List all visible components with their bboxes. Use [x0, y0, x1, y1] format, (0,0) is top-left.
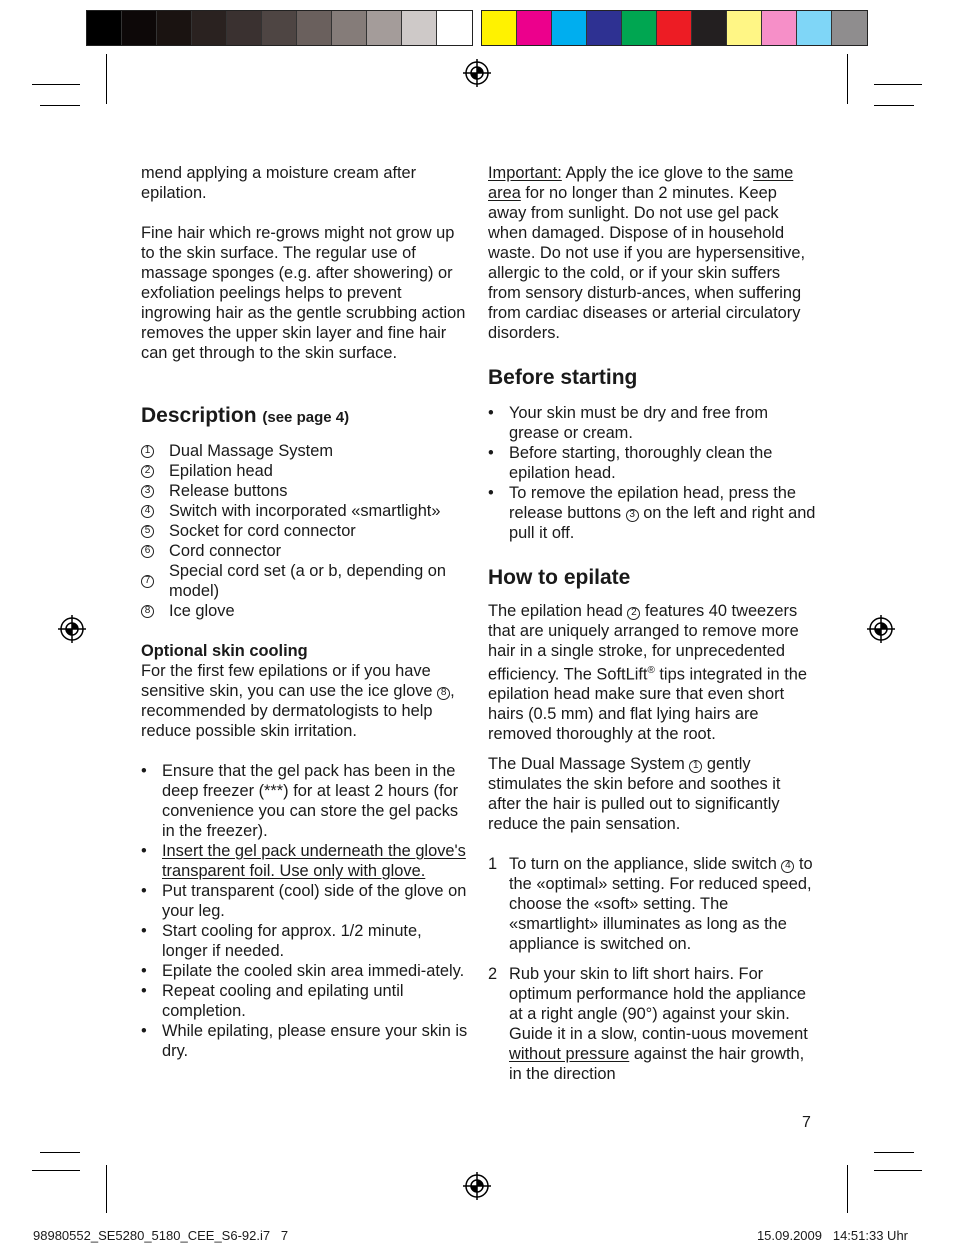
color-swatch: [727, 11, 762, 45]
part-label: Epilation head: [169, 462, 273, 480]
part-item: [141, 521, 471, 541]
paragraph-epilation-head: The epilation head 2 features 40 tweezers that are uniquely arranged to remove more hair in a single stroke, for unprecedented efficiency. The SoftLift® tips integrated in the epilation head make sure that even short hairs (0.5 mm) and flat lying hairs are removed thoroughly at the root.: [488, 602, 807, 744]
part-label: Special cord set (a or b, depending on model): [169, 562, 447, 600]
crop-mark: [40, 105, 80, 106]
color-swatch: [367, 11, 402, 45]
part-number-8: 8: [141, 605, 154, 618]
part-number-2: 2: [627, 607, 640, 620]
color-swatch: [437, 11, 472, 45]
part-item: [141, 501, 471, 521]
color-swatch: [587, 11, 622, 45]
color-swatch: [402, 11, 437, 45]
part-label: Switch with incorporated «smartlight»: [169, 502, 441, 520]
part-item: [141, 601, 471, 621]
part-number-6: 6: [141, 545, 154, 558]
part-number-5: 5: [141, 525, 154, 538]
crop-mark: [874, 105, 914, 106]
heading-description: Description (see page 4): [141, 404, 350, 427]
paragraph-dual-massage: The Dual Massage System 1 gently stimulates the skin before and soothes it after the hair is pulled out to significantly reduce the pain sensation.: [488, 755, 781, 834]
paragraph-cooling: For the first few epilations or if you have sensitive skin, you can use the ice glove 8 , recommended by dermatologists to help reduce possible skin irritation.: [141, 662, 455, 740]
part-label: Cord connector: [169, 542, 282, 560]
part-item: [141, 481, 471, 501]
heading-optional-skin-cooling: Optional skin cooling: [141, 642, 308, 660]
color-swatch: [657, 11, 692, 45]
crop-mark: [40, 1152, 80, 1153]
color-swatch: [227, 11, 262, 45]
color-swatch: [297, 11, 332, 45]
color-swatch: [762, 11, 797, 45]
paragraph-fine-hair: Fine hair which re-grows might not grow up to the skin surface. The regular use of massage sponges (e.g. after showering) or exfoliation peelings helps to prevent ingrowing hair as the gentle scrubbing action removes the upper skin layer and fine hair can get through to the skin surface.: [141, 224, 466, 362]
paragraph-moisture: mend applying a moisture cream after epilation.: [141, 164, 417, 202]
list-item: • Ensure that the gel pack has been in the deep freezer (***) for at least 2 hours (for convenience you can store the gel packs in the freezer).: [141, 762, 459, 840]
footer-file-info: 98980552_SE5280_5180_CEE_S6-92.i7 7: [33, 1228, 289, 1243]
crop-mark: [106, 1165, 107, 1213]
registration-mark-icon: [463, 1172, 491, 1200]
part-number-3: 3: [141, 485, 154, 498]
color-swatch: [332, 11, 367, 45]
description-page-ref: (see page 4): [262, 409, 350, 426]
crop-mark: [874, 84, 922, 85]
list-item: • Insert the gel pack underneath the glove's transparent foil. Use only with glove.: [141, 842, 466, 880]
color-swatch: [552, 11, 587, 45]
before-starting-list: [488, 403, 816, 543]
list-item: • Before starting, thoroughly clean the epilation head.: [488, 444, 773, 482]
list-item: • Put transparent (cool) side of the glove on your leg.: [141, 882, 467, 920]
list-item: • Epilate the cooled skin area immedi-ately.: [141, 962, 465, 980]
list-item: • Repeat cooling and epilating until completion.: [141, 982, 404, 1020]
crop-mark: [106, 54, 107, 104]
crop-mark: [32, 1170, 80, 1171]
grayscale-bar: [86, 10, 473, 46]
crop-mark: [874, 1152, 914, 1153]
color-swatch: [622, 11, 657, 45]
list-item: • To remove the epilation head, press the release buttons 3 on the left and right and pull it off.: [488, 484, 816, 542]
part-number-3: 3: [626, 509, 639, 522]
part-number-7: 7: [141, 575, 154, 588]
crop-mark: [32, 84, 80, 85]
crop-mark: [847, 1165, 848, 1213]
heading-before-starting: Before starting: [488, 366, 638, 389]
list-item: • Start cooling for approx. 1/2 minute, longer if needed.: [141, 922, 422, 960]
part-item: [141, 561, 471, 601]
right-column: [488, 163, 816, 1084]
part-number-4: 4: [781, 860, 794, 873]
part-label: Dual Massage System: [169, 442, 333, 460]
color-swatch: [87, 11, 122, 45]
part-label: Release buttons: [169, 482, 288, 500]
color-swatch: [157, 11, 192, 45]
color-swatch: [517, 11, 552, 45]
parts-list: [141, 441, 471, 621]
step-item: 1 To turn on the appliance, slide switch 4 to the «optimal» setting. For reduced speed, choose the «soft» setting. The «smartlight» illuminates as long as the appliance is switched on.: [488, 855, 813, 954]
part-number-8: 8: [437, 687, 450, 700]
part-item: [141, 441, 471, 461]
list-item: • Your skin must be dry and free from grease or cream.: [488, 404, 769, 442]
step-item: 2 Rub your skin to lift short hairs. For optimum performance hold the appliance at a right angle (90°) against your skin. Guide it in a slow, contin-uous movement without pressure against the hair growth, in the direction: [488, 965, 808, 1084]
part-label: Ice glove: [169, 602, 235, 620]
registration-mark-icon: [867, 615, 895, 643]
color-swatch: [692, 11, 727, 45]
part-item: [141, 541, 471, 561]
left-column: [141, 163, 471, 1061]
steps-list: [488, 854, 816, 1084]
color-swatch: [797, 11, 832, 45]
part-number-1: 1: [689, 760, 702, 773]
paragraph-important: Important: Apply the ice glove to the same area for no longer than 2 minutes. Keep away from sunlight. Do not use gel pack when damaged. Dispose of in household waste. Do not use if you are hypersensitive, allergic to the cold, or if your skin suffers from sensory disturb-ances, when suffering from cardiac diseases or arterial circulatory disorders.: [488, 164, 806, 342]
color-swatch: [482, 11, 517, 45]
part-label: Socket for cord connector: [169, 522, 356, 540]
color-bar: [481, 10, 868, 46]
list-item: • While epilating, please ensure your skin is dry.: [141, 1022, 468, 1060]
part-number-2: 2: [141, 465, 154, 478]
color-swatch: [192, 11, 227, 45]
color-swatch: [832, 11, 867, 45]
heading-how-to-epilate: How to epilate: [488, 566, 631, 589]
crop-mark: [874, 1170, 922, 1171]
color-swatch: [262, 11, 297, 45]
page-number: 7: [802, 1114, 811, 1131]
color-swatch: [122, 11, 157, 45]
crop-mark: [847, 54, 848, 104]
footer-timestamp: 15.09.2009 14:51:33 Uhr: [756, 1228, 908, 1243]
registration-mark-icon: [58, 615, 86, 643]
cooling-bullet-list: [141, 761, 471, 1061]
part-number-1: 1: [141, 445, 154, 458]
registration-mark-icon: [463, 59, 491, 87]
part-number-4: 4: [141, 505, 154, 518]
part-item: [141, 461, 471, 481]
